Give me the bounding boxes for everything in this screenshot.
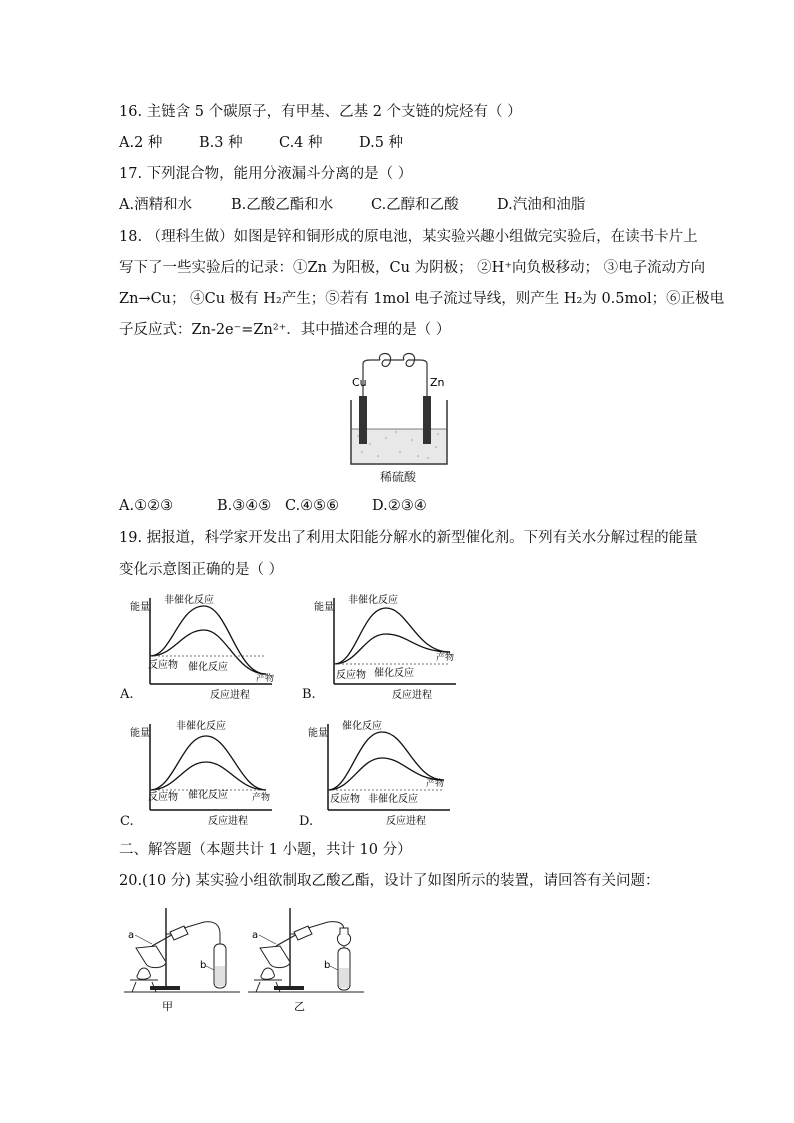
q16-option-a: A.2 种	[119, 135, 163, 151]
label-yi: 乙	[294, 1000, 305, 1013]
svg-text:反应进程: 反应进程	[386, 816, 426, 827]
svg-text:催化反应: 催化反应	[374, 668, 414, 679]
svg-text:能量: 能量	[314, 602, 334, 613]
section-2-heading: 二、解答题（本题共计 1 小题，共计 10 分）	[119, 842, 412, 858]
q16-option-d: D.5 种	[359, 135, 404, 151]
q19-option-c: C.	[120, 814, 134, 829]
energy-graph-c	[128, 716, 278, 828]
svg-text:能量: 能量	[130, 602, 150, 613]
svg-text:产物: 产物	[436, 653, 455, 663]
q17-option-b: B.乙酸乙酯和水	[231, 197, 334, 213]
label-a-yi: a	[252, 930, 259, 941]
q19-line2: 变化示意图正确的是（ ）	[119, 562, 284, 578]
q19-option-d: D.	[299, 814, 314, 829]
dilute-sulfuric-acid-label: 稀硫酸	[380, 470, 417, 484]
q18-option-b: B.③④⑤	[217, 498, 272, 514]
svg-text:非催化反应: 非催化反应	[348, 595, 398, 606]
svg-text:能量: 能量	[130, 728, 150, 739]
svg-text:产物: 产物	[426, 779, 445, 789]
q16-option-c: C.4 种	[279, 135, 323, 151]
q18-option-a: A.①②③	[119, 498, 174, 514]
svg-text:催化反应: 催化反应	[188, 662, 228, 673]
q18-option-d: D.②③④	[372, 498, 427, 514]
q17-options	[119, 195, 585, 215]
apparatus-jia	[124, 904, 244, 1014]
svg-text:反应物: 反应物	[148, 660, 178, 671]
svg-text:产物: 产物	[256, 674, 275, 684]
q16-stem: 16. 主链含 5 个碳原子，有甲基、乙基 2 个支链的烷烃有（ ）	[119, 104, 522, 120]
cu-electrode	[359, 396, 367, 444]
q17-option-a: A.酒精和水	[119, 197, 193, 213]
cu-label: Cu	[352, 376, 367, 389]
svg-text:反应进程: 反应进程	[210, 690, 250, 701]
q20-stem: 20.(10 分) 某实验小组欲制取乙酸乙酯，设计了如图所示的装置，请回答有关问题：	[119, 873, 660, 889]
svg-text:反应物: 反应物	[336, 670, 366, 681]
label-b-yi: b	[324, 960, 331, 971]
zn-label: Zn	[430, 376, 445, 389]
q17-option-c: C.乙醇和乙酸	[371, 197, 459, 213]
q16-options	[119, 133, 403, 153]
q18-options	[119, 496, 427, 516]
q19-line1: 19. 据报道，科学家开发出了利用太阳能分解水的新型催化剂。下列有关水分解过程的能量	[119, 530, 698, 546]
energy-graph-a	[128, 590, 278, 702]
zn-electrode	[423, 396, 431, 444]
q18-line4: 子反应式：Zn-2e⁻=Zn²⁺．其中描述合理的是（ ）	[119, 322, 451, 338]
svg-text:催化反应: 催化反应	[342, 721, 382, 732]
q19-option-b: B.	[302, 687, 316, 702]
svg-text:产物: 产物	[252, 793, 271, 803]
energy-graph-b	[312, 590, 462, 702]
q18-option-c: C.④⑤⑥	[285, 498, 340, 514]
q18-line1: 18. （理科生做）如图是锌和铜形成的原电池，某实验兴趣小组做完实验后，在读书卡片上	[119, 229, 698, 245]
q18-line3: Zn→Cu； ④Cu 极有 H₂产生；⑤若有 1mol 电子流过导线，则产生 H₂为 0.5mol；⑥正极电	[119, 291, 725, 307]
svg-text:非催化反应: 非催化反应	[164, 595, 214, 606]
label-a-jia: a	[128, 930, 135, 941]
q17-stem: 17. 下列混合物，能用分液漏斗分离的是（ ）	[119, 166, 413, 182]
svg-text:反应物: 反应物	[330, 794, 360, 805]
svg-text:非催化反应: 非催化反应	[176, 721, 226, 732]
apparatus-yi	[248, 904, 368, 1014]
galvanic-cell-diagram	[348, 352, 456, 486]
q17-option-d: D.汽油和油脂	[497, 197, 586, 213]
svg-text:能量: 能量	[308, 728, 328, 739]
svg-text:催化反应: 催化反应	[188, 790, 228, 801]
label-jia: 甲	[162, 1000, 173, 1013]
label-b-jia: b	[200, 960, 207, 971]
svg-text:反应进程: 反应进程	[392, 690, 432, 701]
svg-text:反应物: 反应物	[148, 792, 178, 803]
q18-line2: 写下了一些实验后的记录：①Zn 为阳极，Cu 为阴极； ②H⁺向负极移动； ③电子流动方向	[119, 260, 706, 276]
q16-option-b: B.3 种	[199, 135, 243, 151]
q19-option-a: A.	[120, 687, 134, 702]
svg-text:非催化反应: 非催化反应	[368, 794, 418, 805]
energy-graph-d	[306, 716, 456, 828]
svg-text:反应进程: 反应进程	[208, 816, 248, 827]
